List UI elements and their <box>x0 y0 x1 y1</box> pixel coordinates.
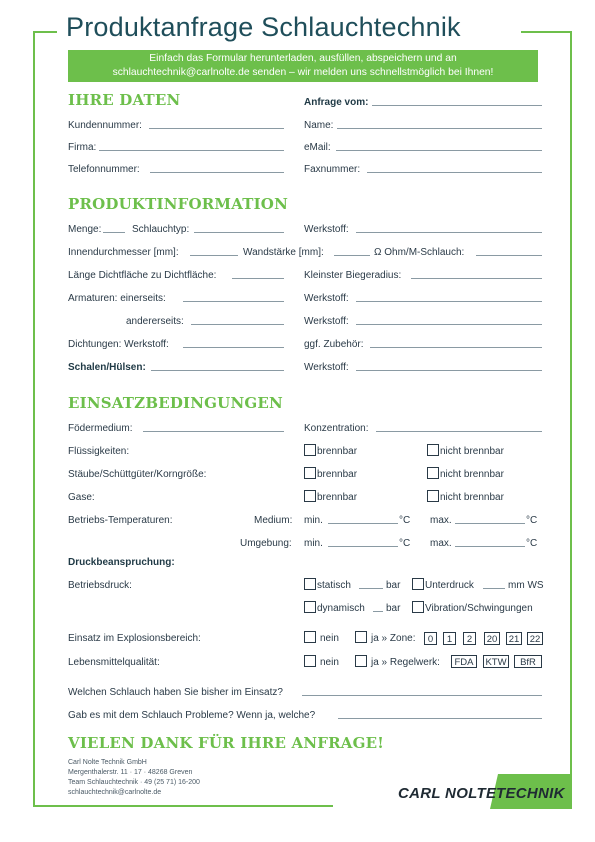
name-label: Name: <box>304 120 334 131</box>
armaturen-andererseits-field[interactable] <box>191 324 284 325</box>
menge-label: Menge: <box>68 224 102 235</box>
umgebung-min-field[interactable] <box>328 546 398 547</box>
footer-address: Mergenthalerstr. 11 · 17 · 48268 Greven <box>68 769 193 776</box>
statisch-label: statisch <box>317 580 351 591</box>
nicht-brennbar-label: nicht brennbar <box>440 469 504 480</box>
zone-box[interactable]: 21 <box>506 632 522 645</box>
staeube-label: Stäube/Schüttgüter/Korngröße: <box>68 469 207 480</box>
biegeradius-field[interactable] <box>411 278 542 279</box>
laenge-label: Länge Dichtfläche zu Dichtfläche: <box>68 270 217 281</box>
menge-field[interactable] <box>103 232 125 233</box>
schalen-label: Schalen/Hülsen: <box>68 362 146 373</box>
lebensmittel-label: Lebensmittelqualität: <box>68 657 160 668</box>
bar-label: bar <box>386 580 401 591</box>
unterdruck-field[interactable] <box>483 588 505 589</box>
ja-zone-label: ja » Zone: <box>371 633 416 644</box>
dichtungen-field[interactable] <box>183 347 284 348</box>
werkstoff-field[interactable] <box>356 232 542 233</box>
armaturen-werkstoff-field[interactable] <box>356 301 542 302</box>
logo-text-carl-nolte: CARL NOLTE <box>398 785 497 802</box>
celsius-label: °C <box>399 515 411 526</box>
explosion-nein-checkbox[interactable] <box>304 631 316 643</box>
frame-left <box>33 32 35 806</box>
footer-email: schlauchtechnik@carlnolte.de <box>68 789 162 796</box>
medium-min-field[interactable] <box>328 523 398 524</box>
laenge-field[interactable] <box>232 278 284 279</box>
werkstoff-label: Werkstoff: <box>304 224 349 235</box>
thanks-heading: VIELEN DANK FÜR IHRE ANFRAGE! <box>68 734 385 752</box>
footer-phone: Team Schlauchtechnik · 49 (25 71) 16-200 <box>68 779 200 786</box>
betriebsdruck-label: Betriebsdruck: <box>68 580 132 591</box>
schlauchtyp-field[interactable] <box>194 232 284 233</box>
kundennummer-label: Kundennummer: <box>68 120 142 131</box>
zone-box[interactable]: 1 <box>443 632 456 645</box>
medium-max-field[interactable] <box>455 523 525 524</box>
vibration-label: Vibration/Schwingungen <box>425 603 533 614</box>
probleme-field[interactable] <box>338 718 542 719</box>
banner-line: schlauchtechnik@carlnolte.de senden – wir melden uns schnellstmöglich bei Ihnen! <box>112 67 494 78</box>
telefon-label: Telefonnummer: <box>68 164 140 175</box>
lebensmittel-nein-checkbox[interactable] <box>304 655 316 667</box>
umgebung-max-field[interactable] <box>455 546 525 547</box>
wandstaerke-field[interactable] <box>334 255 370 256</box>
regelwerk-box[interactable]: FDA <box>451 655 477 668</box>
section-produktinformation: PRODUKTINFORMATION <box>68 195 288 213</box>
zubehoer-label: ggf. Zubehör: <box>304 339 364 350</box>
unterdruck-label: Unterdruck <box>425 580 474 591</box>
page-title: Produktanfrage Schlauchtechnik <box>66 12 461 42</box>
telefon-field[interactable] <box>150 172 284 173</box>
frage-probleme-label: Gab es mit dem Schlauch Probleme? Wenn ja, welche? <box>68 710 316 721</box>
explosion-ja-checkbox[interactable] <box>355 631 367 643</box>
wandstaerke-label: Wandstärke [mm]: <box>243 247 324 258</box>
name-field[interactable] <box>337 128 542 129</box>
fluessigkeiten-nicht-brennbar-checkbox[interactable] <box>427 444 439 456</box>
section-ihre-daten: IHRE DATEN <box>68 91 181 109</box>
frage-bisheriger-schlauch-label: Welchen Schlauch haben Sie bisher im Einsatz? <box>68 687 283 698</box>
instruction-banner <box>68 50 538 82</box>
brennbar-label: brennbar <box>317 446 358 457</box>
dichtungen-label: Dichtungen: Werkstoff: <box>68 339 169 350</box>
max-label: max. <box>430 515 452 526</box>
schlauchtyp-label: Schlauchtyp: <box>132 224 190 235</box>
frame-top <box>521 31 572 33</box>
anfrage-vom-label: Anfrage vom: <box>304 97 369 108</box>
frame-right <box>570 32 572 774</box>
statisch-checkbox[interactable] <box>304 578 316 590</box>
dynamisch-bar-field[interactable] <box>373 611 383 612</box>
regelwerk-box[interactable]: BfR <box>514 655 542 668</box>
zone-box[interactable]: 22 <box>527 632 543 645</box>
fax-label: Faxnummer: <box>304 164 361 175</box>
fax-field[interactable] <box>367 172 542 173</box>
footer-company: Carl Nolte Technik GmbH <box>68 759 147 766</box>
staeube-brennbar-checkbox[interactable] <box>304 467 316 479</box>
kundennummer-field[interactable] <box>149 128 284 129</box>
staeube-nicht-brennbar-checkbox[interactable] <box>427 467 439 479</box>
betriebs-temp-label: Betriebs-Temperaturen: <box>68 515 173 526</box>
andererseits-label: andererseits: <box>126 316 184 327</box>
explosion-label: Einsatz im Explosionsbereich: <box>68 633 201 644</box>
nein-label: nein <box>320 633 339 644</box>
foerdermedium-label: Födermedium: <box>68 423 133 434</box>
celsius-label: °C <box>526 515 538 526</box>
zone-box[interactable]: 2 <box>463 632 476 645</box>
brennbar-label: brennbar <box>317 469 358 480</box>
min-label: min. <box>304 515 323 526</box>
ohm-field[interactable] <box>476 255 542 256</box>
firma-field[interactable] <box>99 150 284 151</box>
bisheriger-schlauch-field[interactable] <box>302 695 542 696</box>
regelwerk-box[interactable]: KTW <box>483 655 509 668</box>
lebensmittel-ja-checkbox[interactable] <box>355 655 367 667</box>
banner-line: Einfach das Formular herunterladen, ausfüllen, abspeichern und an <box>149 53 457 64</box>
fluessigkeiten-brennbar-checkbox[interactable] <box>304 444 316 456</box>
schalen-field[interactable] <box>151 370 284 371</box>
vibration-checkbox[interactable] <box>412 601 424 613</box>
firma-label: Firma: <box>68 142 97 153</box>
gase-brennbar-checkbox[interactable] <box>304 490 316 502</box>
fluessigkeiten-label: Flüssigkeiten: <box>68 446 130 457</box>
gase-label: Gase: <box>68 492 95 503</box>
dynamisch-label: dynamisch <box>317 603 365 614</box>
nicht-brennbar-label: nicht brennbar <box>440 446 504 457</box>
nein-label: nein <box>320 657 339 668</box>
company-logo <box>392 774 572 809</box>
unterdruck-checkbox[interactable] <box>412 578 424 590</box>
mmws-label: mm WS <box>508 580 544 591</box>
celsius-label: °C <box>526 538 538 549</box>
min-label: min. <box>304 538 323 549</box>
statisch-bar-field[interactable] <box>359 588 383 589</box>
section-einsatzbedingungen: EINSATZBEDINGUNGEN <box>68 394 283 412</box>
frame-top <box>33 31 57 33</box>
nicht-brennbar-label: nicht brennbar <box>440 492 504 503</box>
werkstoff-label: Werkstoff: <box>304 316 349 327</box>
bar-label: bar <box>386 603 401 614</box>
zone-box[interactable]: 0 <box>424 632 437 645</box>
schalen-werkstoff-field[interactable] <box>356 370 542 371</box>
logo-text-technik: TECHNIK <box>496 785 565 802</box>
frame-bottom <box>33 805 333 807</box>
celsius-label: °C <box>399 538 411 549</box>
konzentration-label: Konzentration: <box>304 423 369 434</box>
medium-label: Medium: <box>254 515 293 526</box>
druck-heading: Druckbeanspruchung: <box>68 557 175 568</box>
konzentration-field[interactable] <box>376 431 542 432</box>
ja-regelwerk-label: ja » Regelwerk: <box>371 657 440 668</box>
max-label: max. <box>430 538 452 549</box>
biegeradius-label: Kleinster Biegeradius: <box>304 270 402 281</box>
armaturen-label: Armaturen: einerseits: <box>68 293 166 304</box>
foerdermedium-field[interactable] <box>143 431 284 432</box>
werkstoff-label: Werkstoff: <box>304 362 349 373</box>
ohm-label: Ω Ohm/M-Schlauch: <box>374 247 465 258</box>
anfrage-vom-field[interactable] <box>372 105 542 106</box>
brennbar-label: brennbar <box>317 492 358 503</box>
werkstoff-label: Werkstoff: <box>304 293 349 304</box>
innendurchmesser-field[interactable] <box>190 255 238 256</box>
andererseits-werkstoff-field[interactable] <box>356 324 542 325</box>
email-field[interactable] <box>336 150 542 151</box>
email-label: eMail: <box>304 142 331 153</box>
gase-nicht-brennbar-checkbox[interactable] <box>427 490 439 502</box>
innendurchmesser-label: Innendurchmesser [mm]: <box>68 247 179 258</box>
armaturen-einerseits-field[interactable] <box>183 301 284 302</box>
zubehoer-field[interactable] <box>370 347 542 348</box>
zone-box[interactable]: 20 <box>484 632 500 645</box>
umgebung-label: Umgebung: <box>240 538 292 549</box>
dynamisch-checkbox[interactable] <box>304 601 316 613</box>
